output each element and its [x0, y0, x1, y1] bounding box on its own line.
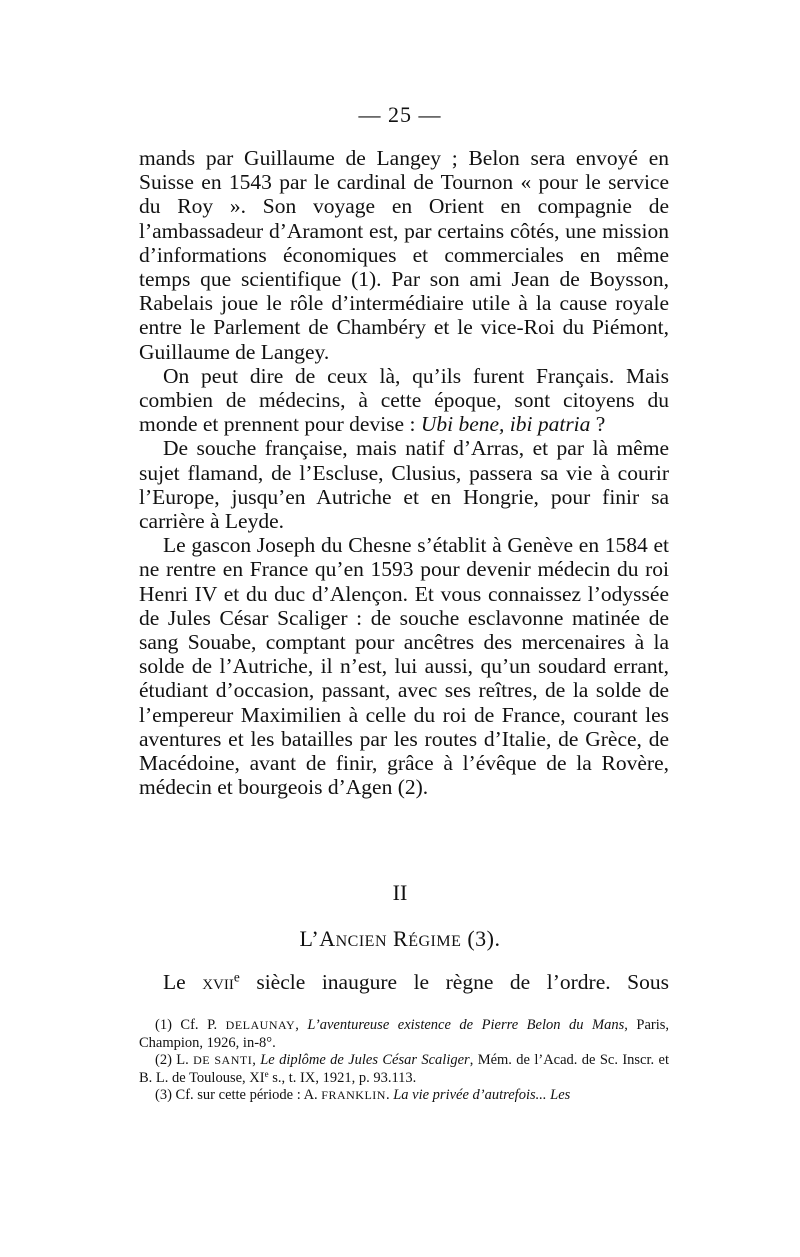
opening-end: siècle inaugure le règne de l’ordre. Sous — [239, 970, 669, 994]
section-title — [0, 926, 800, 952]
footnote-2-author: SANTI — [210, 1053, 253, 1067]
paragraph-3: De souche française, mais natif d’Arras, et par là même sujet flamand, de l’Escluse, Clusius, passera sa vie à courir l’Europe, jusqu’en Autriche et en Hongrie, pour finir sa carrière à Leyde. — [139, 436, 669, 534]
opening-start: Le — [163, 970, 203, 994]
section-title-word-1: NCIEN — [335, 933, 388, 950]
footnote-1-sep: , — [295, 1017, 308, 1033]
section-opening-line — [139, 970, 669, 994]
footnote-1-rest: , Paris, Champion, 1926, in-8°. — [139, 1017, 670, 1051]
paragraph-2-end: ? — [590, 412, 606, 437]
paragraph-2 — [139, 364, 669, 437]
footnote-2-rest-a: , Mém. de l’Acad. de Sc. Inscr. et B. L. de Toulouse, XI — [139, 1052, 669, 1086]
footnote-3-sep: . — [385, 1087, 394, 1103]
footnote-2 — [139, 1052, 669, 1087]
footnote-1-prefix: (1) Cf. P. — [155, 1017, 226, 1033]
paragraph-2-start: On peut dire de ceux là, qu’ils furent Français. Mais combien de médecins, à cette époque, sont citoyens du monde et prennent pour devise : — [139, 363, 669, 437]
paragraph-1: mands par Guillaume de Langey ; Belon sera envoyé en Suisse en 1543 par le cardinal de Tournon « pour le service du Roy ». Son voyage en Orient en compagnie de l’ambassadeur d’Aramont est, par certains côtés, une mission d’informations économiques et commerciales en même temps que scientifique (1). Par son ami Jean de Boysson, Rabelais joue le rôle d’intermédiaire utile à la cause royale entre le Parlement de Chambéry et le vice-Roi du Piémont, Guillaume de Langey. — [139, 146, 669, 364]
century-superscript: e — [233, 969, 240, 985]
section-number: II — [392, 880, 408, 905]
footnote-3-prefix: (3) Cf. sur cette période : A. — [155, 1087, 322, 1103]
footnote-1-title: L’aventureuse existence de Pierre Belon du Mans — [307, 1017, 625, 1033]
footnote-2-sep: , — [252, 1052, 261, 1068]
paragraph-4: Le gascon Joseph du Chesne s’établit à Genève en 1584 et ne rentre en France qu’en 1593 pour devenir médecin du roi Henri IV et du duc d’Alençon. Et vous connaissez l’odyssée de Jules César Scaliger : de souche esclavonne matinée de sang Souabe, comptant pour ancêtres des mercenaires à la solde de l’Autriche, il n’est, lui aussi, qu’un soudard errant, étudiant d’occasion, passant, avec ses reîtres, de la solde de l’empereur Maximilien à celle du roi de France, courant les aventures et les batailles par les routes d’Italie, de Grèce, de Macédoine, avant de finir, grâce à l’évêque de la Rovère, médecin et bourgeois d’Agen (2). — [139, 533, 669, 800]
footnote-2-title: Le diplôme de Jules César Scaliger — [260, 1052, 470, 1068]
footnote-2-author-particle: DE — [193, 1053, 211, 1067]
body-text — [139, 146, 669, 799]
footnote-2-rest-b: s., t. IX, 1921, p. 93.113. — [268, 1069, 417, 1086]
footnotes — [139, 1017, 669, 1105]
footnote-3-title: La vie privée d’autrefois... Les — [393, 1087, 571, 1103]
section-title-note: (3). — [461, 926, 501, 951]
section-title-initial-1: A — [319, 926, 336, 951]
footnote-1-author: DELAUNAY — [225, 1018, 296, 1032]
footnote-2-superscript: e — [264, 1068, 269, 1079]
section-title-initial-2: R — [393, 926, 409, 951]
footnote-3-author: FRANKLIN — [321, 1088, 386, 1102]
section-title-word-2: ÉGIME — [408, 933, 462, 950]
footnote-2-prefix: (2) L. — [155, 1052, 194, 1068]
century-numeral: xvii — [202, 970, 234, 994]
footnote-3 — [139, 1087, 669, 1105]
footnote-1 — [139, 1017, 669, 1052]
section-title-article: L’ — [299, 926, 320, 951]
page-number: — 25 — — [358, 102, 442, 127]
latin-motto: Ubi bene, ibi patria — [420, 412, 591, 437]
